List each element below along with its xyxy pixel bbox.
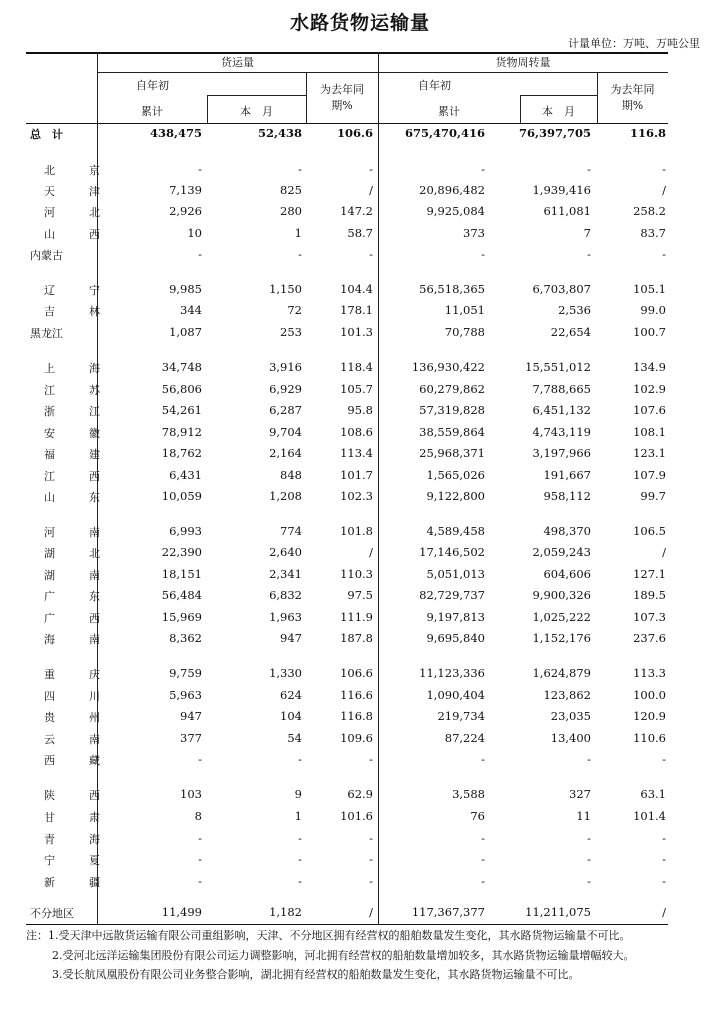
region-name: 甘肃	[44, 811, 100, 824]
table-row	[26, 850, 668, 871]
table-row	[26, 729, 668, 750]
cell-fv-cum: 7,139	[169, 183, 202, 197]
cell-fv-cum: 9,759	[169, 666, 202, 680]
cell-tv-month: 123,862	[543, 688, 591, 702]
cell-tv-yoy: 113.3	[633, 666, 666, 680]
cell-tv-yoy: 237.6	[633, 631, 666, 645]
cell-tv-cum: 11,051	[444, 303, 485, 317]
cell-fv-cum: 18,762	[161, 446, 202, 460]
region-name: 江苏	[44, 384, 100, 397]
header-yoy-line1: 为去年同	[320, 83, 364, 96]
cell-tv-cum: 56,518,365	[419, 282, 485, 296]
cell-fv-yoy: -	[369, 852, 373, 866]
cell-fv-cum: -	[198, 162, 202, 176]
cell-tv-cum: 25,968,371	[419, 446, 485, 460]
cell-tv-yoy: 107.9	[633, 468, 666, 482]
cell-tv-month: 1,152,176	[532, 631, 591, 645]
cell-fv-month: 6,832	[269, 588, 302, 602]
cell-tv-yoy: -	[662, 874, 666, 888]
cell-tv-cum: 20,896,482	[419, 183, 485, 197]
cell-tv-month: -	[587, 247, 591, 261]
cell-fv-yoy: -	[369, 162, 373, 176]
cell-fv-month: 624	[280, 688, 302, 702]
table-row	[26, 224, 668, 245]
cell-tv-yoy: 100.7	[633, 325, 666, 339]
cell-tv-yoy: 116.8	[629, 126, 666, 140]
cell-tv-yoy: 99.7	[640, 489, 666, 503]
region-name: 湖南	[44, 569, 100, 582]
cell-tv-month: 191,667	[543, 468, 591, 482]
cell-tv-month: 2,059,243	[532, 545, 591, 559]
cell-tv-cum: 675,470,416	[404, 126, 485, 140]
region-name: 贵州	[44, 711, 100, 724]
cell-fv-yoy: 58.7	[347, 226, 373, 240]
cell-fv-yoy: 111.9	[340, 610, 373, 624]
cell-tv-yoy: /	[662, 545, 666, 559]
region-name: 安徽	[44, 427, 100, 440]
cell-fv-yoy: 108.6	[340, 425, 373, 439]
cell-fv-yoy: -	[369, 831, 373, 845]
region-name: 吉林	[44, 305, 100, 318]
region-name: 辽宁	[44, 284, 100, 297]
cell-fv-yoy: -	[369, 874, 373, 888]
cell-tv-cum: 117,367,377	[411, 905, 485, 919]
cell-fv-yoy: 101.7	[340, 468, 373, 482]
cell-tv-cum: 57,319,828	[419, 403, 485, 417]
cell-fv-yoy: 101.6	[340, 809, 373, 823]
cell-fv-month: -	[298, 752, 302, 766]
cell-fv-yoy: 104.4	[340, 282, 373, 296]
cell-fv-yoy: /	[369, 545, 373, 559]
cell-fv-yoy: 110.3	[340, 567, 373, 581]
table-row	[26, 543, 668, 564]
cell-fv-yoy: 101.8	[340, 524, 373, 538]
cell-tv-month: 327	[569, 787, 591, 801]
cell-tv-yoy: /	[662, 183, 666, 197]
table-row	[26, 903, 668, 924]
cell-tv-yoy: -	[662, 831, 666, 845]
cell-tv-cum: 4,589,458	[426, 524, 485, 538]
footnotes	[26, 926, 674, 985]
cell-fv-month: 104	[280, 709, 302, 723]
cell-tv-cum: 1,565,026	[426, 468, 485, 482]
header-this-month: 本 月	[240, 105, 273, 118]
cell-fv-yoy: 187.8	[340, 631, 373, 645]
cell-fv-yoy: 109.6	[340, 731, 373, 745]
header-rule	[207, 95, 306, 96]
cell-fv-yoy: 113.4	[340, 446, 373, 460]
cell-fv-month: 2,164	[269, 446, 302, 460]
table-row	[26, 160, 668, 181]
region-name: 不分地区	[30, 907, 74, 920]
cell-tv-yoy: 189.5	[633, 588, 666, 602]
cell-tv-cum: 136,930,422	[411, 360, 485, 374]
cell-fv-month: 774	[280, 524, 302, 538]
cell-tv-yoy: -	[662, 752, 666, 766]
cell-tv-month: 3,197,966	[532, 446, 591, 460]
cell-fv-cum: 78,912	[161, 425, 202, 439]
cell-tv-cum: 219,734	[437, 709, 485, 723]
cell-fv-yoy: 62.9	[347, 787, 373, 801]
cell-fv-yoy: 116.6	[340, 688, 373, 702]
header-rule	[97, 72, 668, 73]
cell-tv-month: 4,743,119	[532, 425, 591, 439]
cell-tv-cum: 17,146,502	[419, 545, 485, 559]
cell-fv-cum: 8,362	[169, 631, 202, 645]
region-name: 西藏	[44, 754, 100, 767]
cell-tv-cum: 9,925,084	[426, 204, 485, 218]
cell-tv-yoy: 106.5	[633, 524, 666, 538]
table-row	[26, 686, 668, 707]
cell-fv-cum: 15,969	[161, 610, 202, 624]
region-name: 广西	[44, 612, 100, 625]
cell-fv-month: 1,182	[269, 905, 302, 919]
cell-fv-cum: 103	[180, 787, 202, 801]
cell-tv-yoy: 123.1	[633, 446, 666, 460]
cell-fv-month: 280	[280, 204, 302, 218]
cell-tv-month: 23,035	[550, 709, 591, 723]
cell-tv-cum: 70,788	[444, 325, 485, 339]
footnote: 注：1.受天津中远散货运输有限公司重组影响，天津、不分地区拥有经营权的船舶数量发生变化，其水路货物运输量不可比。	[26, 929, 631, 942]
cell-tv-month: 76,397,705	[518, 126, 591, 140]
cell-tv-month: 6,703,807	[532, 282, 591, 296]
cell-fv-yoy: -	[369, 247, 373, 261]
cell-fv-cum: 10	[187, 226, 202, 240]
cell-tv-yoy: 63.1	[640, 787, 666, 801]
table-row	[26, 181, 668, 202]
table-row	[26, 487, 668, 508]
header-this-month: 本 月	[542, 105, 575, 118]
table-row	[26, 707, 668, 728]
cell-fv-month: 253	[280, 325, 302, 339]
cell-fv-month: 54	[287, 731, 302, 745]
table-row	[26, 608, 668, 629]
table-row	[26, 202, 668, 223]
region-name: 新疆	[44, 876, 100, 889]
cell-tv-yoy: -	[662, 162, 666, 176]
cell-fv-cum: 344	[180, 303, 202, 317]
header-turnover: 货物周转量	[495, 56, 551, 69]
cell-fv-yoy: 106.6	[340, 666, 373, 680]
region-name: 山东	[44, 491, 100, 504]
region-name: 广东	[44, 590, 100, 603]
region-name: 宁夏	[44, 854, 100, 867]
cell-fv-cum: -	[198, 874, 202, 888]
cell-tv-yoy: 105.1	[633, 282, 666, 296]
cell-fv-yoy: 147.2	[340, 204, 373, 218]
page-title: 水路货物运输量	[289, 12, 430, 34]
cell-fv-cum: 1,087	[169, 325, 202, 339]
region-name: 海南	[44, 633, 100, 646]
cell-fv-yoy: 106.6	[336, 126, 373, 140]
cell-fv-month: 1,963	[269, 610, 302, 624]
header-yoy	[597, 82, 668, 114]
region-name: 上海	[44, 362, 100, 375]
header-yoy-line2: 期%	[331, 99, 353, 112]
table-row	[26, 358, 668, 379]
cell-fv-month: 947	[280, 631, 302, 645]
cell-fv-cum: 10,059	[161, 489, 202, 503]
cell-fv-month: 52,438	[257, 126, 302, 140]
cell-tv-month: -	[587, 162, 591, 176]
cell-tv-cum: -	[481, 852, 485, 866]
cell-fv-cum: 11,499	[161, 905, 202, 919]
region-name: 内蒙古	[30, 249, 63, 262]
cell-fv-cum: 9,985	[169, 282, 202, 296]
cell-tv-yoy: 107.3	[633, 610, 666, 624]
cell-tv-month: 6,451,132	[532, 403, 591, 417]
region-name: 陕西	[44, 789, 100, 802]
footnote: 2.受河北远洋运输集团股份有限公司运力调整影响，河北拥有经营权的船舶数量增加较多，其水路货物运输量增幅较大。	[52, 948, 635, 962]
cell-fv-yoy: 116.8	[340, 709, 373, 723]
cell-fv-yoy: -	[369, 752, 373, 766]
cell-fv-month: -	[298, 247, 302, 261]
cell-tv-month: 11	[576, 809, 591, 823]
header-yoy	[306, 82, 378, 114]
cell-fv-month: 6,287	[269, 403, 302, 417]
cell-fv-month: 1	[294, 226, 302, 240]
table-row	[26, 565, 668, 586]
region-name: 青海	[44, 833, 100, 846]
table-row	[26, 444, 668, 465]
cell-tv-yoy: 258.2	[633, 204, 666, 218]
cell-fv-month: 3,916	[269, 360, 302, 374]
header-ytd: 自年初	[418, 79, 451, 92]
cell-fv-month: 2,341	[269, 567, 302, 581]
cell-tv-cum: -	[481, 247, 485, 261]
cell-fv-cum: -	[198, 831, 202, 845]
table-row	[26, 629, 668, 650]
region-name: 天津	[44, 185, 100, 198]
cell-fv-cum: 18,151	[161, 567, 202, 581]
cell-tv-cum: -	[481, 831, 485, 845]
cell-tv-cum: 373	[463, 226, 485, 240]
region-name: 四川	[44, 690, 100, 703]
region-name: 湖北	[44, 547, 100, 560]
cell-fv-yoy: 178.1	[340, 303, 373, 317]
region-name: 黑龙江	[30, 327, 63, 340]
cell-fv-month: 9,704	[269, 425, 302, 439]
cell-fv-cum: -	[198, 752, 202, 766]
cell-tv-yoy: 99.0	[640, 303, 666, 317]
table-row	[26, 401, 668, 422]
cell-fv-yoy: 105.7	[340, 382, 373, 396]
cell-fv-yoy: 95.8	[347, 403, 373, 417]
cell-tv-month: 1,025,222	[532, 610, 591, 624]
cell-tv-month: 7	[583, 226, 591, 240]
cell-fv-cum: 56,806	[161, 382, 202, 396]
cell-tv-yoy: 134.9	[633, 360, 666, 374]
cell-fv-month: 848	[280, 468, 302, 482]
cell-tv-cum: 5,051,013	[426, 567, 485, 581]
table-row	[26, 301, 668, 322]
cell-fv-yoy: 102.3	[340, 489, 373, 503]
cell-tv-yoy: 120.9	[633, 709, 666, 723]
table-row	[26, 785, 668, 806]
region-name: 福建	[44, 448, 100, 461]
cell-fv-month: 1	[294, 809, 302, 823]
table-row	[26, 323, 668, 344]
cell-fv-month: -	[298, 162, 302, 176]
cell-fv-cum: 6,431	[169, 468, 202, 482]
cell-tv-cum: 1,090,404	[426, 688, 485, 702]
region-name: 总 计	[30, 128, 63, 141]
cell-tv-cum: 3,588	[452, 787, 485, 801]
cell-tv-month: 15,551,012	[525, 360, 591, 374]
region-name: 北京	[44, 164, 100, 177]
region-name: 云南	[44, 733, 100, 746]
region-name: 河北	[44, 206, 100, 219]
cell-fv-month: -	[298, 852, 302, 866]
cell-fv-month: -	[298, 831, 302, 845]
region-name: 山西	[44, 228, 100, 241]
table-row	[26, 750, 668, 771]
table-bottom-rule	[26, 924, 668, 925]
header-cumulative: 累计	[438, 105, 460, 118]
cell-fv-month: 72	[287, 303, 302, 317]
cell-fv-cum: 947	[180, 709, 202, 723]
cell-tv-yoy: -	[662, 247, 666, 261]
cell-tv-cum: 76	[470, 809, 485, 823]
table-row	[26, 807, 668, 828]
cell-fv-month: 6,929	[269, 382, 302, 396]
cell-tv-month: -	[587, 852, 591, 866]
cell-tv-month: 1,624,879	[532, 666, 591, 680]
cell-fv-yoy: 97.5	[347, 588, 373, 602]
cell-tv-month: 611,081	[543, 204, 591, 218]
table-row	[26, 829, 668, 850]
cell-fv-cum: 438,475	[149, 126, 202, 140]
cell-tv-cum: 60,279,862	[419, 382, 485, 396]
cell-fv-month: 2,640	[269, 545, 302, 559]
cell-tv-month: 22,654	[550, 325, 591, 339]
cell-tv-month: 1,939,416	[532, 183, 591, 197]
table-row	[26, 664, 668, 685]
cell-tv-cum: -	[481, 874, 485, 888]
header-ytd: 自年初	[136, 79, 169, 92]
cell-tv-month: 13,400	[550, 731, 591, 745]
cell-tv-yoy: 107.6	[633, 403, 666, 417]
region-name: 浙江	[44, 405, 100, 418]
header-rule	[520, 95, 597, 96]
table-row	[26, 280, 668, 301]
table-row	[26, 872, 668, 893]
table-top-rule	[26, 52, 668, 54]
cell-fv-cum: 2,926	[169, 204, 202, 218]
cell-tv-yoy: 101.4	[633, 809, 666, 823]
cell-tv-cum: 9,695,840	[426, 631, 485, 645]
cell-tv-cum: 9,122,800	[426, 489, 485, 503]
cell-fv-cum: 34,748	[161, 360, 202, 374]
table-row	[26, 245, 668, 266]
cell-fv-cum: -	[198, 852, 202, 866]
table-row	[26, 380, 668, 401]
region-name: 重庆	[44, 668, 100, 681]
cell-tv-month: -	[587, 831, 591, 845]
cell-tv-month: 958,112	[543, 489, 591, 503]
cell-fv-cum: 377	[180, 731, 202, 745]
cell-tv-month: 9,900,326	[532, 588, 591, 602]
cell-tv-cum: 38,559,864	[419, 425, 485, 439]
cell-fv-month: 1,330	[269, 666, 302, 680]
cell-tv-cum: 82,729,737	[419, 588, 485, 602]
header-freight-volume: 货运量	[221, 56, 254, 69]
cell-tv-yoy: 102.9	[633, 382, 666, 396]
cell-tv-cum: 9,197,813	[426, 610, 485, 624]
cell-tv-month: -	[587, 874, 591, 888]
cell-tv-cum: 11,123,336	[419, 666, 485, 680]
cell-tv-yoy: -	[662, 852, 666, 866]
table-row	[26, 124, 668, 145]
cell-tv-yoy: /	[662, 905, 666, 919]
cell-tv-cum: 87,224	[444, 731, 485, 745]
cell-tv-month: 11,211,075	[525, 905, 591, 919]
table-row	[26, 522, 668, 543]
table-row	[26, 586, 668, 607]
cell-tv-month: 498,370	[543, 524, 591, 538]
cell-fv-yoy: /	[369, 905, 373, 919]
region-name: 江西	[44, 470, 100, 483]
cell-tv-month: -	[587, 752, 591, 766]
cell-fv-cum: 5,963	[169, 688, 202, 702]
cell-fv-cum: -	[198, 247, 202, 261]
header-yoy-line2: 期%	[621, 99, 644, 112]
cell-fv-month: 1,208	[269, 489, 302, 503]
cell-tv-yoy: 83.7	[640, 226, 666, 240]
cell-fv-cum: 56,484	[161, 588, 202, 602]
header-yoy-line1: 为去年同	[610, 83, 655, 96]
cell-tv-month: 7,788,665	[532, 382, 591, 396]
cell-tv-yoy: 100.0	[633, 688, 666, 702]
cell-fv-month: 1,150	[269, 282, 302, 296]
table-row	[26, 466, 668, 487]
unit-note: 计量单位：万吨、万吨公里	[568, 37, 700, 50]
cell-tv-yoy: 110.6	[633, 731, 666, 745]
cell-tv-yoy: 127.1	[633, 567, 666, 581]
cell-fv-cum: 54,261	[161, 403, 202, 417]
header-cumulative: 累计	[141, 105, 163, 118]
cell-fv-month: 825	[280, 183, 302, 197]
cell-fv-month: -	[298, 874, 302, 888]
table-row	[26, 423, 668, 444]
cell-tv-month: 604,606	[543, 567, 591, 581]
cell-tv-cum: -	[481, 752, 485, 766]
cell-fv-yoy: /	[369, 183, 373, 197]
cell-fv-yoy: 101.3	[340, 325, 373, 339]
cell-fv-cum: 6,993	[169, 524, 202, 538]
cell-fv-yoy: 118.4	[340, 360, 373, 374]
region-name: 河南	[44, 526, 100, 539]
cell-fv-month: 9	[294, 787, 302, 801]
cell-tv-month: 2,536	[558, 303, 591, 317]
cell-tv-yoy: 108.1	[633, 425, 666, 439]
cell-tv-cum: -	[481, 162, 485, 176]
cell-fv-cum: 22,390	[161, 545, 202, 559]
cell-fv-cum: 8	[194, 809, 202, 823]
footnote: 3.受长航凤凰股份有限公司业务整合影响，湖北拥有经营权的船舶数量发生变化，其水路货物运输量不可比。	[52, 968, 580, 981]
